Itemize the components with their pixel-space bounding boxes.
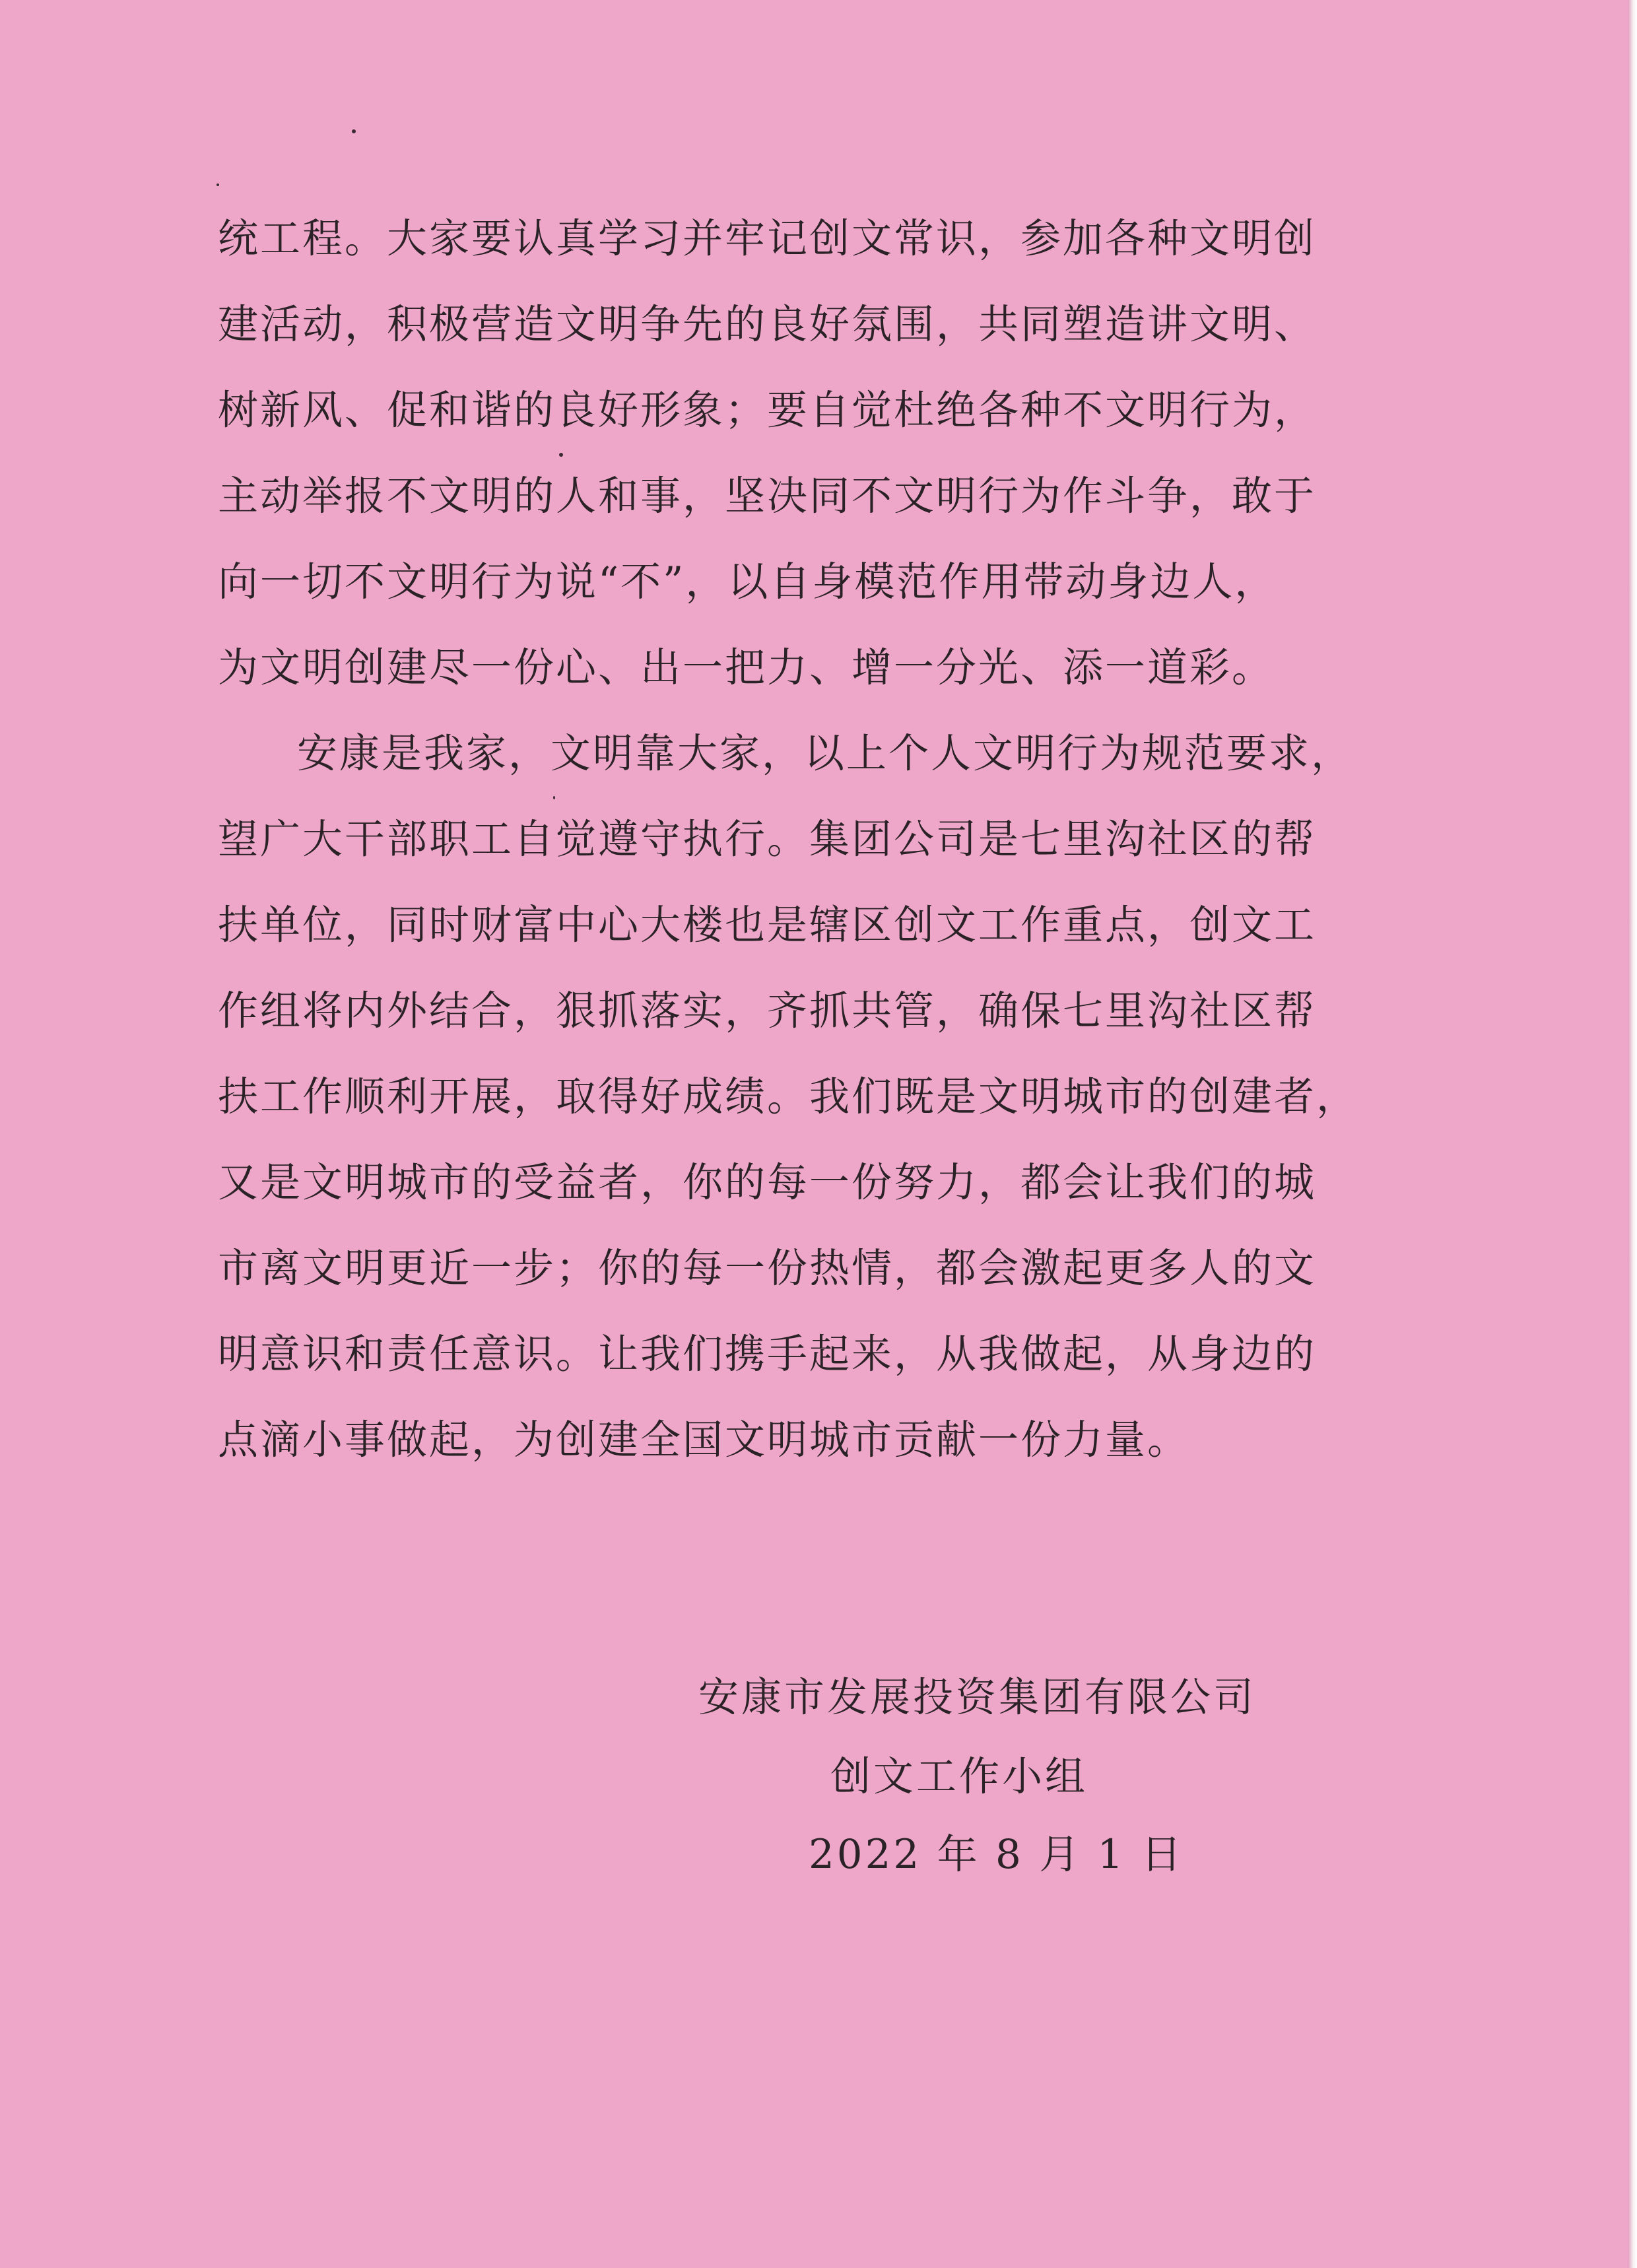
paragraph-1-line-5: 向一切不文明行为说“不”，以自身模范作用带动身边人， (218, 558, 1277, 605)
paragraph-2-line-6: 又是文明城市的受益者，你的每一份努力，都会让我们的城 (218, 1159, 1317, 1206)
paragraph-2-line-9: 点滴小事做起，为创建全国文明城市贡献一份力量。 (218, 1417, 1190, 1463)
paragraph-1-line-4: 主动举报不文明的人和事，坚决同不文明行为作斗争，敢于 (218, 473, 1317, 519)
signature-group: 创文工作小组 (830, 1753, 1088, 1800)
paragraph-2-line-2: 望广大干部职工自觉遵守执行。集团公司是七里沟社区的帮 (218, 816, 1317, 863)
paragraph-1-line-2: 建活动，积极营造文明争先的良好氛围，共同塑造讲文明、 (218, 301, 1317, 348)
scan-edge (1628, 0, 1637, 2268)
paragraph-1-line-1: 统工程。大家要认真学习并牢记创文常识，参加各种文明创 (218, 215, 1317, 262)
paragraph-2-line-1: 安康是我家，文明靠大家，以上个人文明行为规范要求， (297, 730, 1354, 777)
scan-speck (217, 183, 219, 186)
paragraph-2-line-4: 作组将内外结合，狠抓落实，齐抓共管，确保七里沟社区帮 (218, 987, 1317, 1034)
scan-speck (553, 796, 555, 799)
paragraph-1-line-6: 为文明创建尽一份心、出一把力、增一分光、添一道彩。 (218, 644, 1275, 691)
paragraph-1-line-3: 树新风、促和谐的良好形象；要自觉杜绝各种不文明行为， (218, 387, 1317, 434)
signature-organization: 安康市发展投资集团有限公司 (698, 1674, 1257, 1721)
scan-speck (559, 453, 563, 457)
paragraph-2-line-8: 明意识和责任意识。让我们携手起来，从我做起，从身边的 (218, 1331, 1317, 1378)
scan-speck (352, 129, 356, 133)
paragraph-2-line-5: 扶工作顺利开展，取得好成绩。我们既是文明城市的创建者， (218, 1073, 1359, 1120)
signature-date: 2022 年 8 月 1 日 (809, 1831, 1184, 1878)
paragraph-2-line-3: 扶单位，同时财富中心大楼也是辖区创文工作重点，创文工 (218, 902, 1317, 949)
paragraph-2-line-7: 市离文明更近一步；你的每一份热情，都会激起更多人的文 (218, 1245, 1317, 1292)
